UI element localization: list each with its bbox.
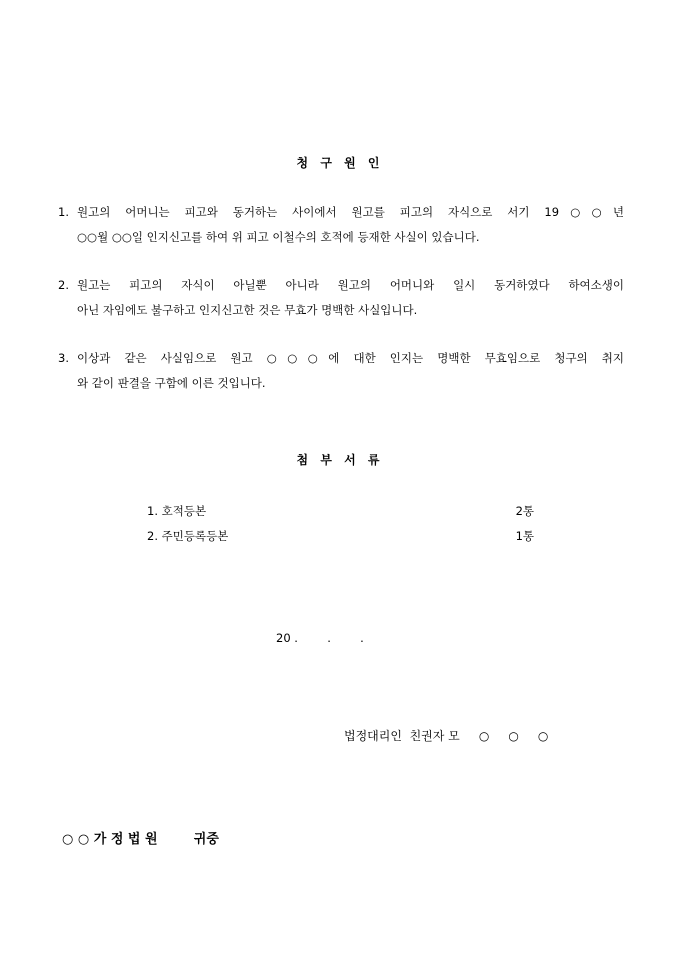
claim-line: 원고는 피고의 자식이 아닐뿐 아니라 원고의 어머니와 일시 동거하였다 하여소생이: [77, 278, 624, 292]
attachment-label: 2. 주민등록등본: [147, 529, 229, 543]
claim-number: 1.: [58, 205, 69, 219]
claims-heading: 청 구 원 인: [296, 156, 384, 170]
attachment-qty: 1통: [515, 529, 534, 543]
signer-line: 법정대리인 친권자 모 ○ ○ ○: [344, 729, 549, 743]
claim-item-2: [58, 273, 624, 323]
court-addressee: ○ ○ 가 정 법 원 귀중: [62, 832, 219, 847]
attachment-label: 1. 호적등본: [147, 504, 207, 518]
claim-line: ○○월 ○○일 인지신고를 하여 위 피고 이철수의 호적에 등재한 사실이 있습니다.: [77, 230, 480, 244]
claim-item-3: [58, 346, 624, 396]
claim-line: 이상과 같은 사실임으로 원고 ○○○에 대한 인지는 명백한 무효임으로 청구의 취지: [77, 351, 624, 365]
claim-number: 2.: [58, 278, 69, 292]
claim-item-1: [58, 200, 624, 250]
claim-line: 와 같이 판결을 구함에 이른 것입니다.: [77, 376, 266, 390]
date-line: 20 . . .: [276, 631, 364, 645]
attachments-heading: 첨 부 서 류: [296, 453, 384, 467]
claim-line: 원고의 어머니는 피고와 동거하는 사이에서 원고를 피고의 자식으로 서기 19○○년: [77, 205, 624, 219]
claim-number: 3.: [58, 351, 69, 365]
claim-line: 아닌 자임에도 불구하고 인지신고한 것은 무효가 명백한 사실입니다.: [77, 303, 418, 317]
attachment-qty: 2통: [515, 504, 534, 518]
